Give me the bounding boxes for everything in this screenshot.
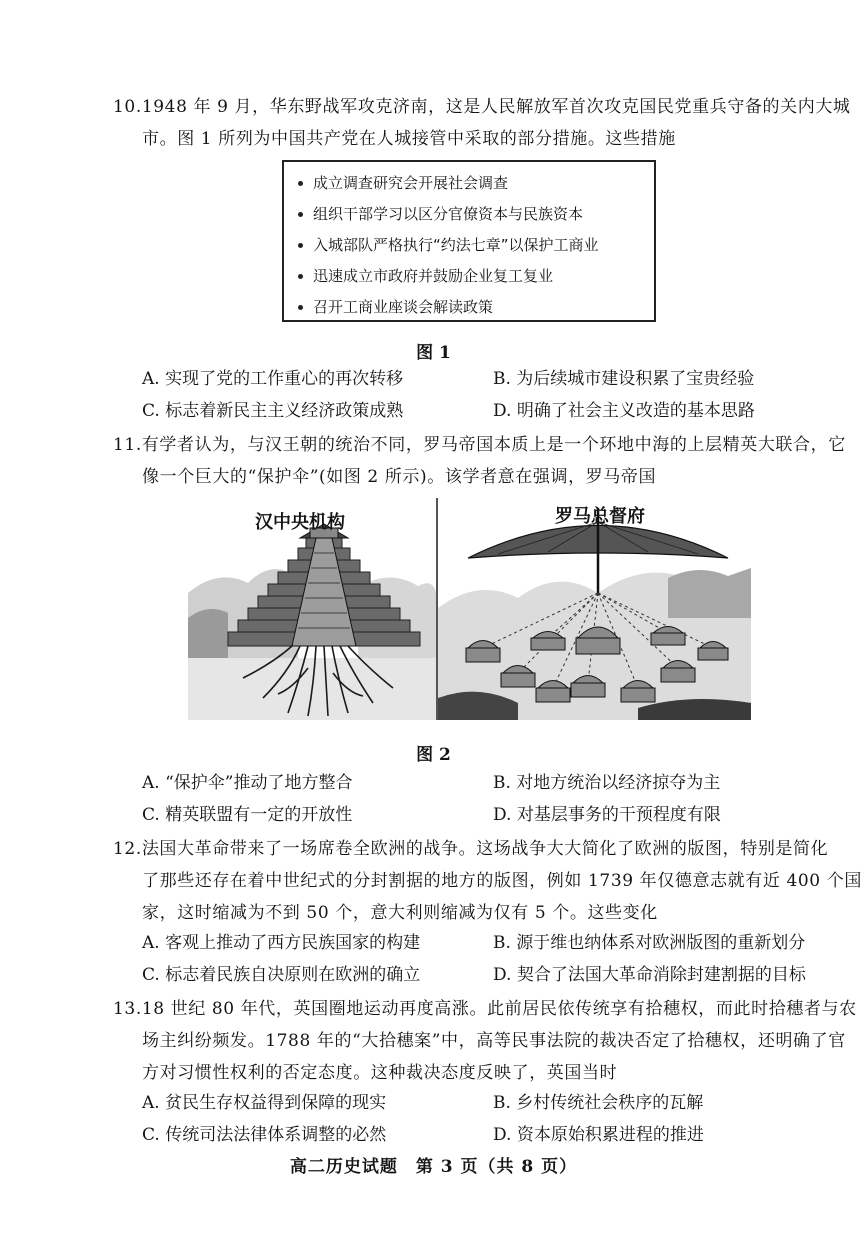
roman-umbrella-illustration bbox=[438, 508, 751, 720]
q11-option-d[interactable]: D. 对基层事务的干预程度有限 bbox=[493, 805, 721, 825]
q12-option-a[interactable]: A. 客观上推动了西方民族国家的构建 bbox=[142, 933, 421, 953]
figure2-right-label: 罗马总督府 bbox=[555, 506, 645, 527]
figure2-caption: 图 2 bbox=[416, 745, 451, 765]
page-footer: 高二历史试题 第 3 页（共 8 页） bbox=[289, 1157, 578, 1177]
q12-stem-line1: 12.法国大革命带来了一场席卷全欧洲的战争。这场战争大大简化了欧洲的版图，特别是简化 bbox=[113, 839, 829, 859]
bullet-icon bbox=[298, 305, 303, 310]
q11-option-c[interactable]: C. 精英联盟有一定的开放性 bbox=[142, 805, 353, 825]
q13-option-a[interactable]: A. 贫民生存权益得到保障的现实 bbox=[142, 1093, 387, 1113]
q10-option-a[interactable]: A. 实现了党的工作重心的再次转移 bbox=[142, 369, 404, 389]
q10-option-b[interactable]: B. 为后续城市建设积累了宝贵经验 bbox=[493, 369, 755, 389]
bullet-icon bbox=[298, 243, 303, 248]
measure-item: 召开工商业座谈会解读政策 bbox=[298, 296, 493, 317]
q12-stem-line3: 家，这时缩减为不到 50 个，意大利则缩减为仅有 5 个。这些变化 bbox=[142, 903, 658, 923]
q10-option-d[interactable]: D. 明确了社会主义改造的基本思路 bbox=[493, 401, 755, 421]
measure-item: 入城部队严格执行“约法七章”以保护工商业 bbox=[298, 234, 599, 255]
figure1-measures-box bbox=[282, 160, 656, 322]
figure2-divider bbox=[436, 498, 438, 720]
q12-option-c[interactable]: C. 标志着民族自决原则在欧洲的确立 bbox=[142, 965, 421, 985]
q13-stem-line2: 场主纠纷频发。1788 年的“大拾穗案”中，高等民事法院的裁决否定了拾穗权，还明确了官 bbox=[142, 1031, 846, 1051]
bullet-icon bbox=[298, 212, 303, 217]
figure1-caption: 图 1 bbox=[416, 343, 451, 363]
q11-option-a[interactable]: A. “保护伞”推动了地方整合 bbox=[142, 773, 353, 793]
q12-stem-line2: 了那些还存在着中世纪式的分封割据的地方的版图，例如 1739 年仅德意志就有近 400 个国 bbox=[142, 871, 862, 891]
figure2-left-label: 汉中央机构 bbox=[255, 512, 345, 533]
q11-stem-line1: 11.有学者认为，与汉王朝的统治不同，罗马帝国本质上是一个环地中海的上层精英大联合，它 bbox=[113, 435, 846, 455]
q10-stem-line1: 10.1948 年 9 月，华东野战军攻克济南，这是人民解放军首次攻克国民党重兵守备的关内大城 bbox=[113, 97, 851, 117]
q11-option-b[interactable]: B. 对地方统治以经济掠夺为主 bbox=[493, 773, 721, 793]
q11-stem-line2: 像一个巨大的“保护伞”(如图 2 所示)。该学者意在强调，罗马帝国 bbox=[142, 467, 657, 487]
q13-stem-line3: 方对习惯性权利的否定态度。这种裁决态度反映了，英国当时 bbox=[142, 1063, 618, 1083]
measure-item: 成立调查研究会开展社会调查 bbox=[298, 172, 508, 193]
q13-option-d[interactable]: D. 资本原始积累进程的推进 bbox=[493, 1125, 704, 1145]
measure-item: 迅速成立市政府并鼓励企业复工复业 bbox=[298, 265, 553, 286]
measure-item: 组织干部学习以区分官僚资本与民族资本 bbox=[298, 203, 583, 224]
bullet-icon bbox=[298, 274, 303, 279]
q12-option-b[interactable]: B. 源于维也纳体系对欧洲版图的重新划分 bbox=[493, 933, 806, 953]
q10-stem-line2: 市。图 1 所列为中国共产党在人城接管中采取的部分措施。这些措施 bbox=[142, 129, 676, 149]
q13-stem-line1: 13.18 世纪 80 年代，英国圈地运动再度高涨。此前居民依传统享有拾穗权，而此时拾穗者与农 bbox=[113, 999, 857, 1019]
q10-option-c[interactable]: C. 标志着新民主主义经济政策成熟 bbox=[142, 401, 404, 421]
han-pyramid-illustration bbox=[188, 524, 436, 720]
q12-option-d[interactable]: D. 契合了法国大革命消除封建割据的目标 bbox=[493, 965, 806, 985]
q13-option-b[interactable]: B. 乡村传统社会秩序的瓦解 bbox=[493, 1093, 704, 1113]
q13-option-c[interactable]: C. 传统司法法律体系调整的必然 bbox=[142, 1125, 387, 1145]
bullet-icon bbox=[298, 181, 303, 186]
